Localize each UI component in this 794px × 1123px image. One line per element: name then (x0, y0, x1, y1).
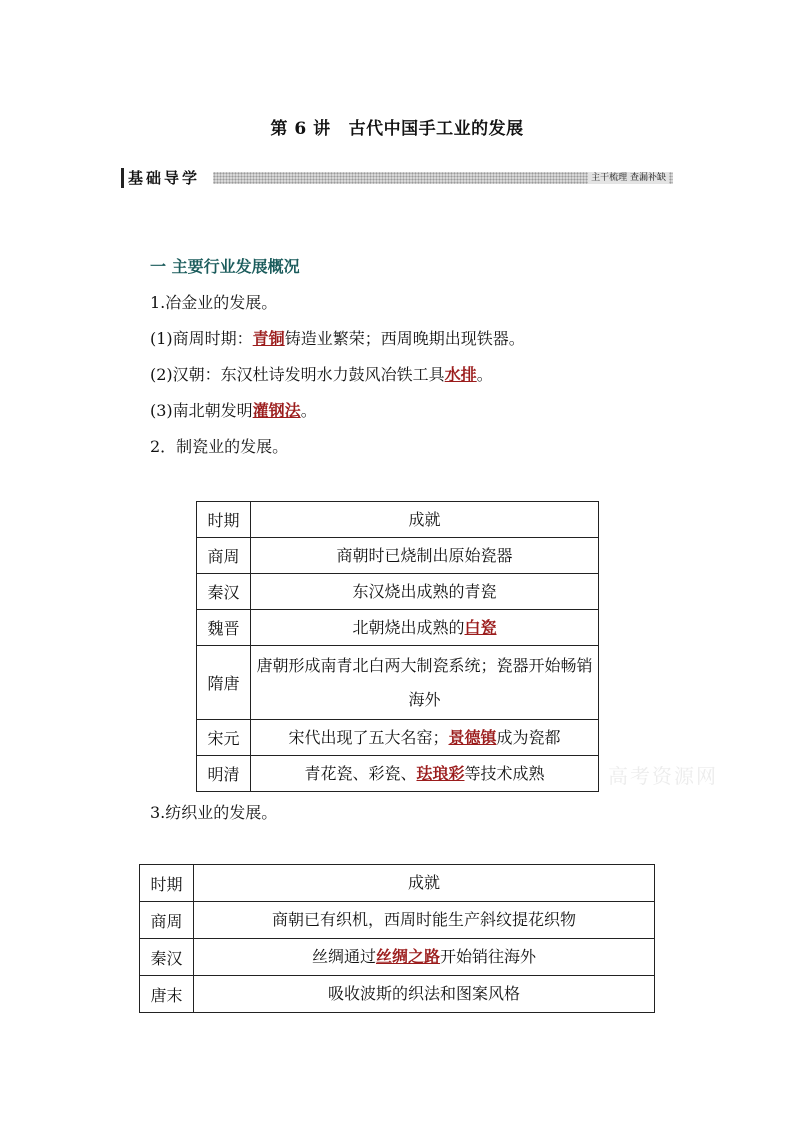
text-post: 开始销往海外 (440, 947, 537, 966)
achievement-cell (251, 610, 599, 646)
period-cell: 秦汉 (140, 939, 194, 976)
table-row (140, 902, 655, 939)
header-period: 时期 (197, 502, 251, 538)
achievement-cell (251, 538, 599, 574)
text-pre: (3)南北朝发明 (150, 401, 253, 420)
header-achievement: 成就 (194, 865, 655, 902)
period-cell: 唐末 (140, 976, 194, 1013)
item-metallurgy: 1.冶金业的发展。 (150, 293, 278, 312)
highlight-term: 景德镇 (448, 727, 497, 747)
achievement-cell (194, 939, 655, 976)
text-pre: 东汉烧出成熟的青瓷 (352, 581, 497, 601)
lesson-name: 古代中国手工业的发展 (348, 119, 524, 139)
header-period: 时期 (140, 865, 194, 902)
period-cell: 明清 (197, 756, 251, 792)
textile-table (139, 864, 655, 1013)
table-row (197, 538, 599, 574)
section-heading: 一 主要行业发展概况 (150, 257, 300, 276)
text-pre: 唐朝形成南青北白两大制瓷系统；瓷器开始畅销海外 (256, 655, 593, 709)
text-pre: 商朝已有织机，西周时能生产斜纹提花织物 (271, 910, 576, 929)
period-cell: 商周 (197, 538, 251, 574)
achievement-cell (194, 902, 655, 939)
text-post: 等技术成熟 (464, 763, 545, 783)
lesson-number: 第 6 讲 (270, 119, 331, 139)
table-header-row (140, 865, 655, 902)
item-metallurgy-2 (150, 362, 493, 385)
text-pre: 商朝时已烧制出原始瓷器 (336, 545, 513, 565)
text-pre: 青花瓷、彩瓷、 (304, 763, 417, 783)
item-metallurgy-1 (150, 326, 525, 349)
watermark: 高考资源网 (608, 764, 718, 788)
table-row (140, 976, 655, 1013)
table-row (140, 939, 655, 976)
text-post: 铸造业繁荣；西周晚期出现铁器。 (284, 329, 525, 348)
highlight-term: 灌钢法 (252, 401, 301, 420)
period-cell: 魏晋 (197, 610, 251, 646)
highlight-term: 珐琅彩 (416, 763, 465, 783)
table-header-row (197, 502, 599, 538)
item-porcelain: 2．制瓷业的发展。 (150, 437, 289, 456)
item-metallurgy-3 (150, 398, 317, 421)
text-pre: 宋代出现了五大名窑； (288, 727, 449, 747)
highlight-term: 白瓷 (464, 617, 497, 637)
table-row (197, 646, 599, 720)
text-pre: (2)汉朝：东汉杜诗发明水力鼓风冶铁工具 (150, 365, 445, 384)
period-cell: 秦汉 (197, 574, 251, 610)
page-title (0, 114, 794, 139)
achievement-cell (251, 646, 599, 720)
period-cell: 商周 (140, 902, 194, 939)
highlight-term: 水排 (444, 365, 477, 384)
achievement-cell (251, 720, 599, 756)
banner-right-label: 主干梳理 查漏补缺 (588, 172, 669, 184)
text-pre: 北朝烧出成熟的 (352, 617, 465, 637)
achievement-cell (194, 976, 655, 1013)
section-banner (121, 168, 673, 188)
porcelain-table (196, 501, 599, 792)
text-pre: (1)商周时期： (150, 329, 253, 348)
item-textile: 3.纺织业的发展。 (150, 803, 278, 822)
table-row (197, 610, 599, 646)
text-post: 。 (476, 365, 493, 384)
table-row (197, 756, 599, 792)
header-achievement: 成就 (251, 502, 599, 538)
text-pre: 丝绸通过 (311, 947, 376, 966)
text-pre: 吸收波斯的织法和图案风格 (327, 984, 520, 1003)
achievement-cell (251, 756, 599, 792)
banner-tag: 基础导学 (121, 168, 204, 188)
highlight-term: 丝绸之路 (375, 947, 440, 966)
achievement-cell (251, 574, 599, 610)
highlight-term: 青铜 (252, 329, 285, 348)
table-row (197, 720, 599, 756)
period-cell: 宋元 (197, 720, 251, 756)
text-post: 成为瓷都 (496, 727, 561, 747)
period-cell: 隋唐 (197, 646, 251, 720)
text-post: 。 (300, 401, 317, 420)
table-row (197, 574, 599, 610)
